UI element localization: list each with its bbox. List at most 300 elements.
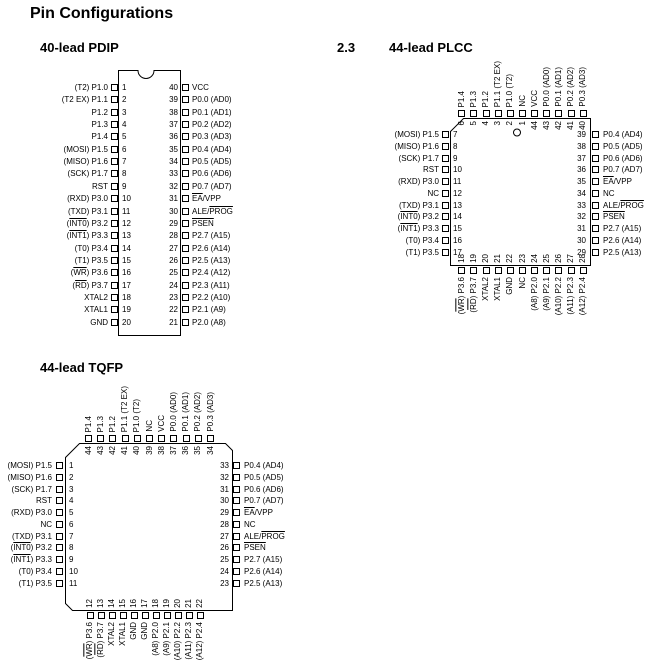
pin-number: 13 xyxy=(453,200,462,210)
pin-label: P2.1 (A9) xyxy=(192,305,226,315)
pin-number: 33 xyxy=(220,461,229,470)
pin-label: (WR) P3.6 xyxy=(456,277,466,315)
pin-number: 6 xyxy=(122,144,127,154)
pin-number: 5 xyxy=(122,132,127,142)
pin-square xyxy=(164,612,171,619)
pin-number: 27 xyxy=(566,254,576,263)
pin-label: ALE/PROG xyxy=(244,531,285,541)
pin-square xyxy=(233,509,240,516)
overline-text: PSEN xyxy=(244,543,266,553)
pin-label: (A12) P2.4 xyxy=(578,277,588,316)
pin-label: (INT0) P3.2 xyxy=(66,218,108,228)
pin-number: 22 xyxy=(169,305,178,315)
pin-number: 27 xyxy=(169,243,178,253)
pin-number: 12 xyxy=(85,599,94,608)
pin-number: 19 xyxy=(162,599,171,608)
pin-label: NC xyxy=(244,519,256,529)
pin-number: 31 xyxy=(577,224,586,233)
pin-label: (A9) P2.1 xyxy=(541,277,551,311)
pin-number: 36 xyxy=(169,132,178,142)
pin-number: 13 xyxy=(96,599,105,608)
pin-label: (T0) P3.4 xyxy=(18,566,52,576)
pin-square xyxy=(109,435,116,442)
pin-label: P1.3 xyxy=(468,90,478,107)
pin-number: 41 xyxy=(566,121,576,130)
pin-square xyxy=(195,435,202,442)
pin-square xyxy=(87,612,94,619)
pin-label: (T1) P3.5 xyxy=(74,255,108,265)
pin-number: 29 xyxy=(577,247,586,257)
pin-square xyxy=(56,509,63,516)
pin-label: P2.6 (A14) xyxy=(192,243,231,253)
pin-label: VCC xyxy=(192,83,209,92)
pin-number: 8 xyxy=(69,543,74,553)
pin-number: 17 xyxy=(453,247,462,257)
pin-label: P2.4 (A12) xyxy=(192,268,231,278)
pin-number: 40 xyxy=(578,121,588,130)
pin-square xyxy=(233,497,240,504)
overline-text: PSEN xyxy=(603,212,625,222)
pin-label: XTAL2 xyxy=(84,292,108,302)
pin-square xyxy=(142,612,149,619)
pin-label: P2.7 (A15) xyxy=(192,231,231,241)
pin-label: NC xyxy=(144,420,154,432)
pin-label: P0.7 (AD7) xyxy=(603,165,643,175)
pin-label: VCC xyxy=(156,415,166,432)
pin-square xyxy=(98,612,105,619)
pin-label: NC xyxy=(427,188,439,198)
pin-number: 24 xyxy=(169,280,178,290)
pin-label: P1.1 (T2 EX) xyxy=(120,385,130,432)
pin-square xyxy=(56,462,63,469)
pin-label: (T1) P3.5 xyxy=(18,578,52,588)
pin-label: NC xyxy=(517,95,527,107)
pin-square xyxy=(233,486,240,493)
overline-text: INT1 xyxy=(13,555,31,564)
tqfp-body xyxy=(66,444,233,611)
pin-number: 4 xyxy=(122,120,127,130)
pin-label: NC xyxy=(603,188,615,198)
pin-number: 30 xyxy=(577,235,586,245)
pin-number: 11 xyxy=(122,206,131,216)
pin-label: P2.2 (A10) xyxy=(192,292,231,302)
pin-label: NC xyxy=(40,519,52,529)
pin-label: (RD) P3.7 xyxy=(96,622,105,658)
pin-square xyxy=(56,486,63,493)
pin-square xyxy=(56,544,63,551)
pin-number: 15 xyxy=(122,255,131,265)
pin-number: 39 xyxy=(144,446,154,455)
pin-number: 8 xyxy=(453,141,458,151)
pin-number: 30 xyxy=(220,496,229,506)
pin-label: P2.7 (A15) xyxy=(244,555,283,564)
pin-number: 35 xyxy=(169,144,178,154)
pin-label: (WR) P3.6 xyxy=(85,622,94,660)
pin-label: (INT0) P3.2 xyxy=(10,543,52,553)
pin-number: 20 xyxy=(481,254,491,263)
pin-number: 1 xyxy=(122,83,127,92)
pin-square xyxy=(56,521,63,528)
pin-number: 11 xyxy=(453,177,462,186)
pin-square xyxy=(56,556,63,563)
pin-label: P0.1 (AD1) xyxy=(553,67,563,107)
pin-number: 37 xyxy=(169,120,178,130)
pin-number: 13 xyxy=(122,231,131,241)
pin-label: (T1) P3.5 xyxy=(405,247,439,257)
pin-number: 36 xyxy=(181,446,191,455)
pin-label: P0.5 (AD5) xyxy=(192,157,232,167)
pin-number: 22 xyxy=(505,254,515,263)
pin-number: 36 xyxy=(577,165,586,175)
pin-square xyxy=(56,568,63,575)
pin-label: $\overline{EA}$/VPP xyxy=(244,508,273,517)
pin-label: (INT1) P3.3 xyxy=(10,555,52,564)
pin-label: $(\overline{WR})$ P3.6 xyxy=(70,268,108,278)
pin-number: 37 xyxy=(168,446,178,455)
pin-label: (RXD) P3.0 xyxy=(11,508,52,517)
pin-number: 32 xyxy=(169,181,178,191)
pin-label: P2.5 (A13) xyxy=(192,255,231,265)
pin-square xyxy=(170,435,177,442)
overline-text: WR xyxy=(85,643,94,657)
pin-label: P0.4 (AD4) xyxy=(603,130,643,139)
page-title: Pin Configurations xyxy=(30,5,174,22)
pin-label: P1.3 xyxy=(91,120,108,130)
pin-number: 10 xyxy=(69,566,78,576)
pin-number: 17 xyxy=(140,599,149,608)
pin-number: 38 xyxy=(169,107,178,117)
pin-label: P0.1 (AD1) xyxy=(192,107,232,117)
overline-text: $\overline{WR}$ xyxy=(73,268,87,278)
pin-label: (SCK) P1.7 xyxy=(398,153,439,163)
pin-label: XTAL1 xyxy=(118,622,127,646)
pin-square xyxy=(56,497,63,504)
overline-text: $\overline{EA}$ xyxy=(244,508,255,517)
pin-number: 3 xyxy=(122,107,127,117)
overline-text: INT1 xyxy=(400,224,418,233)
pin-number: 14 xyxy=(107,599,116,608)
pin-number: 29 xyxy=(220,508,229,517)
pin-label: (RXD) P3.0 xyxy=(398,177,439,186)
pin-square xyxy=(175,612,182,619)
pin-number: 15 xyxy=(118,599,127,608)
pin-number: 40 xyxy=(169,83,178,92)
pin-label: P2.5 (A13) xyxy=(244,578,283,588)
pin-label: P2.7 (A15) xyxy=(603,224,642,233)
pin-label: P1.4 xyxy=(83,415,93,432)
pin-number: 34 xyxy=(205,446,215,455)
pin-label: P0.3 (AD3) xyxy=(205,392,215,432)
overline-text: $\overline{EA}$ xyxy=(603,177,614,186)
pin-number: 1 xyxy=(517,121,527,126)
pin-number: 30 xyxy=(169,206,178,216)
pin-number: 21 xyxy=(169,317,178,327)
overline-text: PSEN xyxy=(192,218,214,228)
pin-square xyxy=(233,521,240,528)
pin-number: 2 xyxy=(69,472,74,482)
pin-label: (T0) P3.4 xyxy=(405,235,439,245)
pin-square xyxy=(197,612,204,619)
pin-number: 42 xyxy=(107,446,117,455)
pin-square xyxy=(207,435,214,442)
pin-label: XTAL1 xyxy=(84,305,108,315)
pin-label: (A9) P2.1 xyxy=(162,622,171,656)
pin-number: 20 xyxy=(122,317,131,327)
pin-number: 26 xyxy=(220,543,229,553)
pin-number: 12 xyxy=(453,188,462,198)
pin-label: P1.2 xyxy=(481,90,491,107)
section-title-plcc: 44-lead PLCC xyxy=(389,40,473,55)
pin-number: 4 xyxy=(481,121,491,126)
pin-label: P0.3 (AD3) xyxy=(578,67,588,107)
pin-label: (A10) P2.2 xyxy=(173,622,182,661)
pin-label: GND xyxy=(129,622,138,640)
pin-label: (MOSI) P1.5 xyxy=(7,461,52,470)
pin-number: 27 xyxy=(220,531,229,541)
pin-square xyxy=(233,568,240,575)
pin-number: 8 xyxy=(122,169,127,179)
pin-number: 7 xyxy=(453,130,458,139)
overline-text: INT1 xyxy=(69,231,87,241)
pin-square xyxy=(186,612,193,619)
pin-label: (MOSI) P1.5 xyxy=(394,130,439,139)
pin-label: (MISO) P1.6 xyxy=(63,157,108,167)
pin-square xyxy=(85,435,92,442)
pin-label: (T2 EX) P1.1 xyxy=(61,95,108,105)
pin-number: 26 xyxy=(553,254,563,263)
pin-number: 31 xyxy=(220,484,229,494)
pin-number: 10 xyxy=(122,194,131,204)
pin-label: P0.2 (AD2) xyxy=(192,120,232,130)
pin-number: 37 xyxy=(577,153,586,163)
pin-label: (MISO) P1.6 xyxy=(394,141,439,151)
pin-number: 23 xyxy=(220,578,229,588)
pin-label: (A8) P2.0 xyxy=(151,622,160,656)
pin-number: 18 xyxy=(151,599,160,608)
pin-label: (T2) P1.0 xyxy=(74,83,108,92)
pin-number: 32 xyxy=(577,212,586,222)
pin-number: 2 xyxy=(122,95,127,105)
pin-number: 15 xyxy=(453,224,462,233)
pin-label: P1.2 xyxy=(91,107,108,117)
pin-label: (T0) P3.4 xyxy=(74,243,108,253)
pin-number: 43 xyxy=(541,121,551,130)
overline-text: RD xyxy=(96,643,105,655)
pin-square xyxy=(56,474,63,481)
pin-label: RST xyxy=(36,496,52,506)
pin-number: 43 xyxy=(95,446,105,455)
pin-number: 6 xyxy=(456,121,466,126)
pin-number: 17 xyxy=(122,280,131,290)
pin-square xyxy=(131,612,138,619)
pin-square xyxy=(233,533,240,540)
pin-number: 25 xyxy=(169,268,178,278)
pin-square xyxy=(56,580,63,587)
pin-square xyxy=(233,544,240,551)
pin-number: 3 xyxy=(493,121,503,126)
pin-number: 16 xyxy=(129,599,138,608)
pin-label: NC xyxy=(517,277,527,289)
pin-number: 18 xyxy=(122,292,131,302)
pin-label: ALE/PROG xyxy=(603,200,644,210)
pin-label: P0.0 (AD0) xyxy=(541,67,551,107)
pin-number: 3 xyxy=(69,484,74,494)
pin-label: (TXD) P3.1 xyxy=(11,531,52,541)
pin-label: P0.6 (AD6) xyxy=(244,484,284,494)
pin-number: 28 xyxy=(220,519,229,529)
pin-number: 28 xyxy=(169,231,178,241)
pin-square xyxy=(122,435,129,442)
pin-label: GND xyxy=(140,622,149,640)
pin-label: ALE/PROG xyxy=(192,206,233,216)
pin-label: P1.0 (T2) xyxy=(505,73,515,107)
pin-number: 39 xyxy=(577,130,586,139)
pin-label: P1.4 xyxy=(91,132,108,142)
pin-label: RST xyxy=(92,181,108,191)
pin-label: P0.7 (AD7) xyxy=(244,496,284,506)
pin-label: (INT1) P3.3 xyxy=(397,224,439,233)
pin-label: P2.5 (A13) xyxy=(603,247,642,257)
pin-number: 19 xyxy=(122,305,131,315)
pin-label: P0.5 (AD5) xyxy=(244,472,284,482)
pin-number: 38 xyxy=(156,446,166,455)
pin-square xyxy=(146,435,153,442)
overline-text: INT0 xyxy=(400,212,418,222)
pin-number: 21 xyxy=(493,254,503,263)
pin-label: P0.4 (AD4) xyxy=(244,461,284,470)
pin-number: 5 xyxy=(468,121,478,126)
pin-square xyxy=(233,474,240,481)
pin-number: 25 xyxy=(220,555,229,564)
pin-label: (TXD) P3.1 xyxy=(398,200,439,210)
pin-number: 18 xyxy=(456,254,466,263)
pin-label: P0.6 (AD6) xyxy=(192,169,232,179)
pin-label: RST xyxy=(423,165,439,175)
pin-number: 34 xyxy=(577,188,586,198)
pin-label: P0.4 (AD4) xyxy=(192,144,232,154)
pin-number: 33 xyxy=(577,200,586,210)
overline-text: INT0 xyxy=(69,218,87,228)
pin-number: 9 xyxy=(122,181,127,191)
pin-number: 16 xyxy=(122,268,131,278)
pin-label: P0.7 (AD7) xyxy=(192,181,232,191)
pin-label: P2.3 (A11) xyxy=(192,280,230,290)
pin-number: 7 xyxy=(122,157,127,167)
pin-label: (INT1) P3.3 xyxy=(66,231,108,241)
pin-label: (MOSI) P1.5 xyxy=(63,144,108,154)
pin-number: 5 xyxy=(69,508,74,517)
pin-square xyxy=(233,462,240,469)
pin-number: 19 xyxy=(468,254,478,263)
pin-number: 1 xyxy=(69,461,74,470)
pin-label: $\overline{EA}$/VPP xyxy=(603,177,632,186)
pin-label: P1.0 (T2) xyxy=(132,398,142,432)
pin-label: P2.6 (A14) xyxy=(244,566,283,576)
pin-label: P2.6 (A14) xyxy=(603,235,642,245)
pin-label: (SCK) P1.7 xyxy=(11,484,52,494)
pin-number: 9 xyxy=(453,153,458,163)
section-number-plcc: 2.3 xyxy=(337,40,356,55)
pin-label: (A10) P2.2 xyxy=(553,277,563,316)
pin-label: $(\overline{RD})$ P3.7 xyxy=(72,280,108,290)
pin-square xyxy=(158,435,165,442)
overline-text: $\overline{EA}$ xyxy=(192,194,203,204)
pin-label: (A12) P2.4 xyxy=(195,622,204,661)
pin-number: 39 xyxy=(169,95,178,105)
pin-number: 14 xyxy=(122,243,131,253)
overline-text: PROG xyxy=(261,531,285,541)
pin-label: (SCK) P1.7 xyxy=(67,169,108,179)
pin-number: 35 xyxy=(193,446,203,455)
pin-number: 26 xyxy=(169,255,178,265)
section-title-pdip: 40-lead PDIP xyxy=(40,40,119,55)
pin-number: 12 xyxy=(122,218,131,228)
pin-number: 4 xyxy=(69,496,74,506)
pin-label: P2.0 (A8) xyxy=(192,317,226,327)
overline-text: WR xyxy=(456,298,466,312)
pin-number: 24 xyxy=(529,254,539,263)
pin-number: 23 xyxy=(517,254,527,263)
pin-label: P0.2 (AD2) xyxy=(566,67,576,107)
pin-number: 44 xyxy=(83,446,93,455)
overline-text: $\overline{RD}$ xyxy=(75,280,87,290)
pin-number: 7 xyxy=(69,531,74,541)
pin-label: GND xyxy=(505,277,515,295)
pin-label: P0.0 (AD0) xyxy=(192,95,232,105)
pin-number: 21 xyxy=(184,599,193,608)
pin-number: 11 xyxy=(69,578,78,588)
pin-label: P0.5 (AD5) xyxy=(603,141,643,151)
pin-square xyxy=(134,435,141,442)
pin-label: P1.3 xyxy=(95,415,105,432)
overline-text: PROG xyxy=(209,206,233,216)
pin-number: 41 xyxy=(120,446,130,455)
pin-label: P0.6 (AD6) xyxy=(603,153,643,163)
pin-number: 44 xyxy=(529,121,539,130)
section-title-tqfp: 44-lead TQFP xyxy=(40,360,124,375)
pin-number: 40 xyxy=(132,446,142,455)
pin-number: 22 xyxy=(195,599,204,608)
pin-number: 33 xyxy=(169,169,178,179)
pin-label: (INT0) P3.2 xyxy=(397,212,439,222)
pin-number: 38 xyxy=(577,141,586,151)
pin-number: 9 xyxy=(69,555,74,564)
pin-number: 6 xyxy=(69,519,74,529)
pin-label: (TXD) P3.1 xyxy=(67,206,108,216)
pin-number: 31 xyxy=(169,194,178,204)
pin-label xyxy=(244,543,319,552)
pin-label: (A11) P2.3 xyxy=(566,277,576,315)
pin-label: XTAL1 xyxy=(493,277,503,301)
pin-square xyxy=(183,435,190,442)
pin-label: (RXD) P3.0 xyxy=(67,194,108,204)
pin-label: VCC xyxy=(529,90,539,107)
pin-number: 23 xyxy=(169,292,178,302)
pin-number: 32 xyxy=(220,472,229,482)
pin-square xyxy=(109,612,116,619)
overline-text: PROG xyxy=(620,200,644,210)
pin-number: 29 xyxy=(169,218,178,228)
pin-label: P0.1 (AD1) xyxy=(181,392,191,432)
pin-number: 2 xyxy=(505,121,515,126)
pin-number: 20 xyxy=(173,599,182,608)
pin-square xyxy=(153,612,160,619)
pin-label: GND xyxy=(90,317,108,327)
pin-square xyxy=(97,435,104,442)
pin-label: P1.4 xyxy=(456,90,466,107)
pin-label: (MISO) P1.6 xyxy=(7,472,52,482)
pin-square xyxy=(120,612,127,619)
